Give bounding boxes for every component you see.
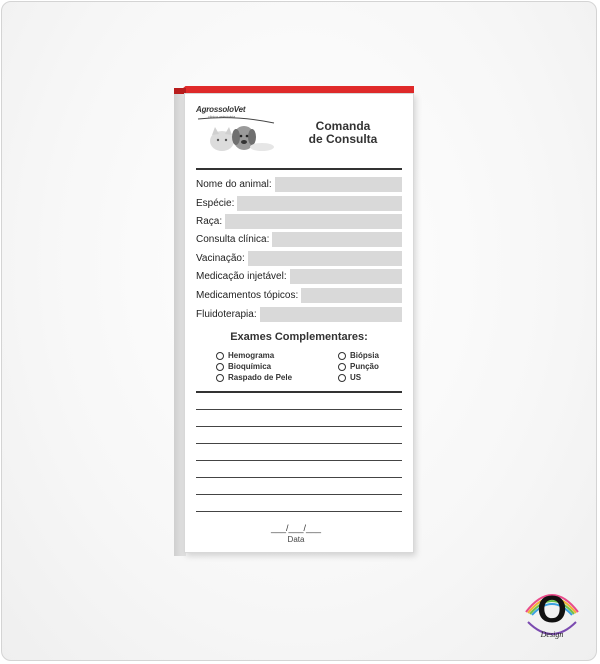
field-injectable-medication bbox=[196, 269, 402, 284]
note-line[interactable] bbox=[196, 443, 402, 444]
field-input-box[interactable] bbox=[225, 214, 402, 229]
exam-option-bioquimica[interactable] bbox=[216, 362, 271, 371]
field-label: Vacinação: bbox=[196, 253, 245, 264]
field-label: Medicação injetável: bbox=[196, 271, 287, 282]
notes-divider bbox=[196, 391, 402, 393]
note-line[interactable] bbox=[196, 460, 402, 461]
exam-option-label: Bioquímica bbox=[228, 362, 272, 371]
note-line[interactable] bbox=[196, 426, 402, 427]
field-input-box[interactable] bbox=[248, 251, 402, 266]
field-label: Consulta clínica: bbox=[196, 234, 270, 245]
field-label: Medicamentos tópicos: bbox=[196, 290, 299, 301]
exam-option-raspado[interactable] bbox=[216, 373, 292, 382]
exam-option-biopsia[interactable] bbox=[338, 351, 379, 360]
radio-circle-icon[interactable] bbox=[216, 374, 224, 382]
pets-logo-icon bbox=[196, 105, 276, 155]
field-label: Espécie: bbox=[196, 198, 235, 209]
field-breed bbox=[196, 214, 402, 229]
field-input-box[interactable] bbox=[272, 232, 402, 247]
exam-option-label: Punção bbox=[350, 362, 379, 371]
designer-brand-logo bbox=[522, 582, 582, 646]
field-species bbox=[196, 196, 402, 211]
note-line[interactable] bbox=[196, 511, 402, 512]
exam-option-label: Biópsia bbox=[350, 351, 379, 360]
radio-circle-icon[interactable] bbox=[338, 374, 346, 382]
logo-text: AgrossoloVet bbox=[196, 105, 246, 114]
field-input-box[interactable] bbox=[275, 177, 402, 192]
note-line[interactable] bbox=[196, 477, 402, 478]
brand-signature: Design bbox=[540, 630, 564, 639]
field-clinical-consult bbox=[196, 232, 402, 247]
form-sheet bbox=[184, 93, 414, 553]
exam-option-hemograma[interactable] bbox=[216, 351, 274, 360]
field-vaccination bbox=[196, 251, 402, 266]
radio-circle-icon[interactable] bbox=[216, 352, 224, 360]
field-animal-name bbox=[196, 177, 402, 192]
exam-option-label: Raspado de Pele bbox=[228, 373, 293, 382]
field-input-box[interactable] bbox=[290, 269, 402, 284]
radio-circle-icon[interactable] bbox=[216, 363, 224, 371]
form-title-line1: Comanda bbox=[315, 119, 371, 133]
field-input-box[interactable] bbox=[301, 288, 402, 303]
exams-title: Exames Complementares: bbox=[230, 331, 368, 343]
exam-option-puncao[interactable] bbox=[338, 362, 379, 371]
field-fluid-therapy bbox=[196, 307, 402, 322]
logo-tagline: clínica veterinária bbox=[208, 115, 236, 119]
exam-option-label: US bbox=[350, 373, 362, 382]
field-input-box[interactable] bbox=[260, 307, 402, 322]
note-line[interactable] bbox=[196, 409, 402, 410]
form-title bbox=[300, 120, 386, 146]
field-label: Fluidoterapia: bbox=[196, 309, 257, 320]
radio-circle-icon[interactable] bbox=[338, 363, 346, 371]
field-label: Raça: bbox=[196, 216, 223, 227]
date-blank[interactable]: ___/___/___ bbox=[270, 523, 322, 533]
brand-letter: O bbox=[537, 589, 567, 631]
field-label: Nome do animal: bbox=[196, 179, 272, 190]
radio-circle-icon[interactable] bbox=[338, 352, 346, 360]
exam-option-us[interactable] bbox=[338, 373, 361, 382]
note-line[interactable] bbox=[196, 494, 402, 495]
date-label: Data bbox=[287, 535, 305, 544]
field-input-box[interactable] bbox=[237, 196, 402, 211]
exam-option-label: Hemograma bbox=[228, 351, 275, 360]
form-title-line2: de Consulta bbox=[308, 132, 378, 146]
header-divider bbox=[196, 168, 402, 170]
clinic-logo bbox=[196, 105, 276, 155]
field-topical-medication bbox=[196, 288, 402, 303]
